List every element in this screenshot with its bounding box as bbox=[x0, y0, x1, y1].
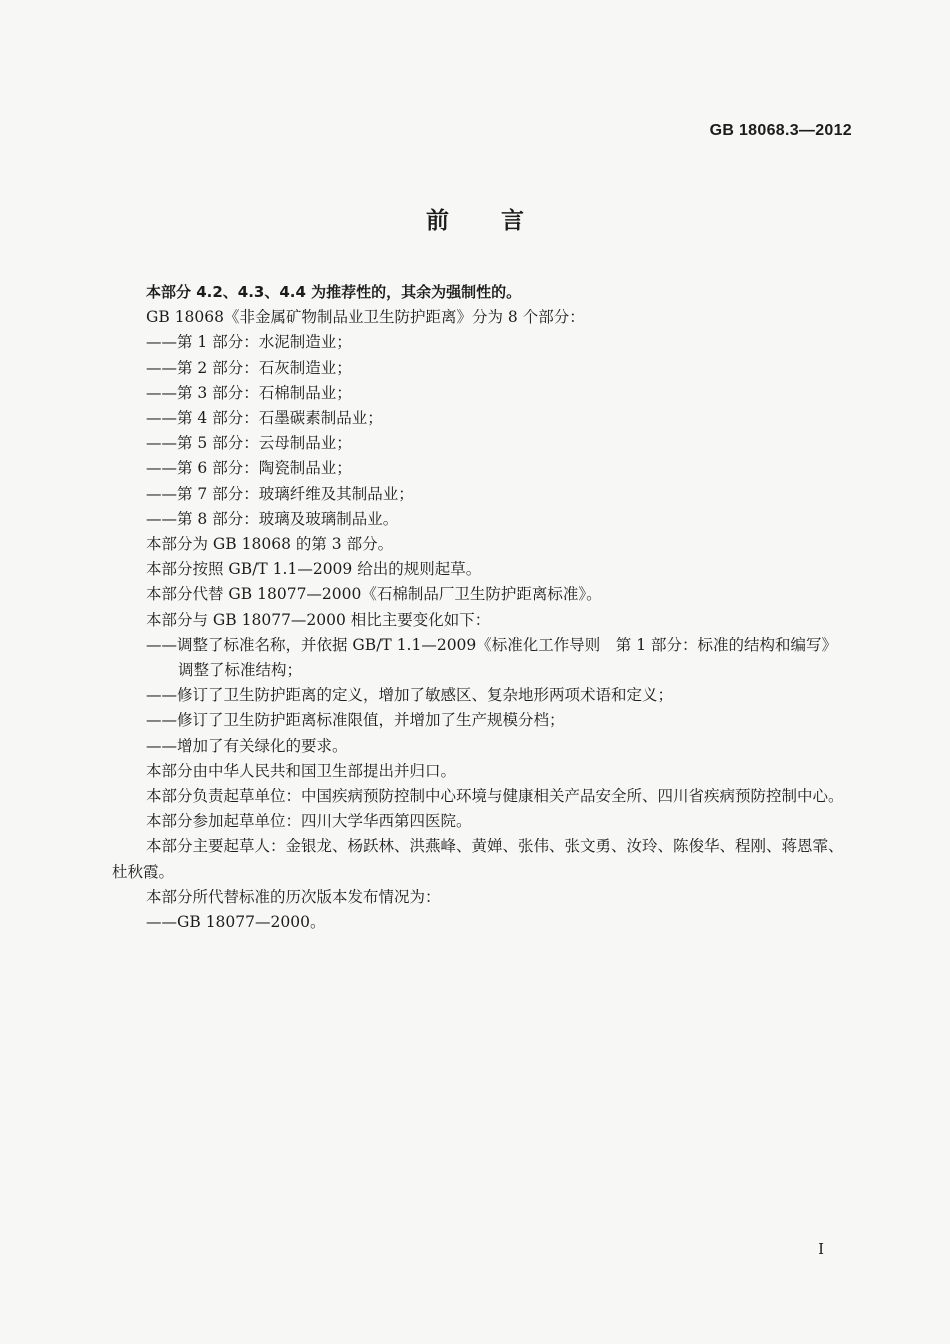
list-item-history: ——GB 18077—2000。 bbox=[146, 913, 326, 932]
list-item-change-3: ——修订了卫生防护距离标准限值，并增加了生产规模分档； bbox=[146, 711, 565, 730]
paragraph-normative-note: 本部分 4.2、4.3、4.4 为推荐性的，其余为强制性的。 bbox=[146, 283, 522, 301]
list-item-part-3: ——第 3 部分：石棉制品业； bbox=[146, 383, 352, 402]
page-title bbox=[0, 202, 950, 235]
list-item-part-5: ——第 5 部分：云母制品业； bbox=[146, 434, 352, 453]
paragraph-responsible-drafters: 本部分负责起草单位：中国疾病预防控制中心环境与健康相关产品安全所、四川省疾病预防控制中心。 bbox=[146, 787, 844, 806]
standard-code: GB 18068.3—2012 bbox=[709, 122, 852, 139]
list-item-change-2: ——修订了卫生防护距离的定义，增加了敏感区、复杂地形两项术语和定义； bbox=[146, 686, 674, 705]
title-char-1: 前 bbox=[426, 208, 449, 234]
paragraph-proposer: 本部分由中华人民共和国卫生部提出并归口。 bbox=[146, 761, 457, 780]
list-item-part-1: ——第 1 部分：水泥制造业； bbox=[146, 333, 352, 352]
list-item-part-8: ——第 8 部分：玻璃及玻璃制品业。 bbox=[146, 509, 399, 528]
list-item-part-4: ——第 4 部分：石墨碳素制品业； bbox=[146, 409, 383, 428]
paragraph-replaces: 本部分代替 GB 18077—2000《石棉制品厂卫生防护距离标准》。 bbox=[146, 585, 602, 604]
page-number: I bbox=[818, 1240, 824, 1258]
paragraph-main-drafters: 本部分主要起草人：金银龙、杨跃林、洪燕峰、黄婵、张伟、张文勇、汝玲、陈俊华、程刚、蒋恩霏、杜秋霞。 bbox=[112, 837, 844, 881]
list-item-part-6: ——第 6 部分：陶瓷制品业； bbox=[146, 459, 352, 478]
list-item-change-1 bbox=[112, 633, 852, 683]
title-char-2: 言 bbox=[501, 208, 524, 234]
paragraph-drafting-rules: 本部分按照 GB/T 1.1—2009 给出的规则起草。 bbox=[146, 560, 482, 579]
list-item-part-2: ——第 2 部分：石灰制造业； bbox=[146, 358, 352, 377]
foreword-body bbox=[112, 280, 852, 935]
paragraph-participating-drafters: 本部分参加起草单位：四川大学华西第四医院。 bbox=[146, 812, 472, 831]
list-item-part-7: ——第 7 部分：玻璃纤维及其制品业； bbox=[146, 484, 414, 503]
change-1-line-2: 调整了标准结构； bbox=[178, 661, 303, 680]
change-1-line-1: ——调整了标准名称，并依据 GB/T 1.1—2009《标准化工作导则 第 1 部分：标准的结构和编写》 bbox=[146, 635, 838, 654]
paragraph-history-intro: 本部分所代替标准的历次版本发布情况为： bbox=[146, 887, 441, 906]
paragraph-part-number: 本部分为 GB 18068 的第 3 部分。 bbox=[146, 535, 394, 554]
paragraph-changes-intro: 本部分与 GB 18077—2000 相比主要变化如下： bbox=[146, 610, 491, 629]
paragraph-parts-intro: GB 18068《非金属矿物制品业卫生防护距离》分为 8 个部分： bbox=[146, 308, 585, 327]
list-item-change-4: ——增加了有关绿化的要求。 bbox=[146, 736, 348, 755]
